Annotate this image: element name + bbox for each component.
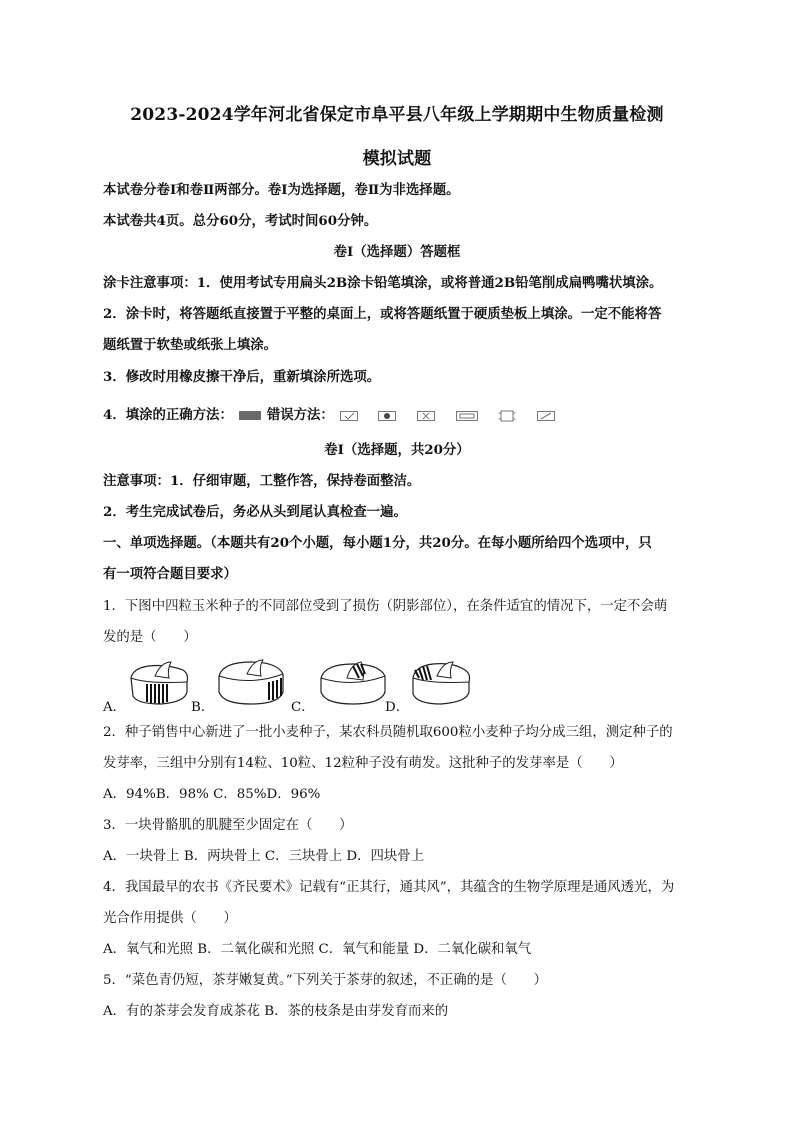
slash-box-icon <box>537 411 555 421</box>
answer-box-heading: 卷Ⅰ（选择题）答题框 <box>333 244 461 260</box>
page-title: 2023-2024学年河北省保定市阜平县八年级上学期期中生物质量检测 <box>130 105 664 125</box>
q4-line-2: 光合作用提供（ ） <box>103 911 237 926</box>
section1-heading: 卷Ⅰ（选择题，共20分） <box>324 442 470 458</box>
q2-line-1: 2．种子销售中心新进了一批小麦种子，某农科员随机取600粒小麦种子均分成三组，测定种子的 <box>103 725 673 740</box>
part-heading-1: 一、单项选择题。（本题共有20个小题，每小题1分，共20分。在每小题所给四个选项中，只 <box>103 535 652 551</box>
q1-line-1: 1．下图中四粒玉米种子的不同部位受到了损伤（阴影部位），在条件适宜的情况下，一定不会萌 <box>103 599 668 614</box>
intro-line-1: 本试卷分卷Ⅰ和卷Ⅱ两部分。卷Ⅰ为选择题，卷Ⅱ为非选择题。 <box>103 182 460 198</box>
q1-option-d: D． <box>385 700 410 715</box>
seed-c-icon <box>317 656 391 708</box>
bracket-box-icon <box>498 410 516 422</box>
intro-line-2: 本试卷共4页。总分60分，考试时间60分钟。 <box>103 213 378 229</box>
q4-options: A．氧气和光照 B．二氧化碳和光照 C．氧气和能量 D．二氧化碳和氧气 <box>103 942 532 957</box>
q3-options: A．一块骨上 B．两块骨上 C．三块骨上 D．四块骨上 <box>103 849 425 864</box>
q5-line: 5．“菜色青仍短，茶芽嫩复黄。”下列关于茶芽的叙述，不正确的是（ ） <box>103 973 548 988</box>
q3-line: 3．一块骨骼肌的肌腱至少固定在（ ） <box>103 818 353 833</box>
check-box-icon <box>340 411 358 421</box>
answer-note-2: 2．涂卡时，将答题纸直接置于平整的桌面上，或将答题纸置于硬质垫板上填涂。一定不能将答 <box>103 306 662 322</box>
dash-box-icon <box>456 411 478 421</box>
q2-options: A．94%B．98% C．85%D．96% <box>103 787 321 802</box>
correct-method-label: 4．填涂的正确方法： <box>103 407 233 423</box>
answer-note-3: 题纸置于软垫或纸张上填涂。 <box>103 337 278 353</box>
dot-box-icon <box>378 411 396 421</box>
wrong-method-label: 错误方法： <box>266 407 334 423</box>
section1-note-1: 注意事项：1．仔细审题，工整作答，保持卷面整洁。 <box>103 473 421 489</box>
seed-a-icon <box>127 656 191 708</box>
answer-note-1: 涂卡注意事项：1．使用考试专用扁头2B涂卡铅笔填涂，或将普通2B铅笔削成扁鸭嘴状填涂。 <box>103 275 663 291</box>
seed-d-icon <box>409 656 473 708</box>
q1-option-c: C． <box>291 700 315 715</box>
page-subtitle: 模拟试题 <box>362 149 432 169</box>
cross-box-icon <box>417 411 435 421</box>
seed-b-icon <box>215 656 289 708</box>
filled-box-icon <box>239 411 261 420</box>
q2-line-2: 发芽率，三组中分别有14粒、10粒、12粒种子没有萌发。这批种子的发芽率是（ ） <box>103 756 623 771</box>
q1-option-b: B． <box>191 700 215 715</box>
fill-method-line <box>103 406 703 425</box>
section1-note-2: 2．考生完成试卷后，务必从头到尾认真检查一遍。 <box>103 504 407 520</box>
q1-line-2: 发的是（ ） <box>103 630 197 645</box>
q1-figure <box>103 652 703 716</box>
wrong-methods <box>340 407 571 425</box>
answer-note-4: 3．修改时用橡皮擦干净后，重新填涂所选项。 <box>103 369 381 385</box>
q1-option-a: A． <box>103 700 127 715</box>
part-heading-2: 有一项符合题目要求） <box>103 566 237 582</box>
q5-options: A．有的茶芽会发育成茶花 B．茶的枝条是由芽发育而来的 <box>103 1004 449 1019</box>
q4-line-1: 4．我国最早的农书《齐民要术》记载有“正其行，通其风”，其蕴含的生物学原理是通风透光，为 <box>103 880 675 895</box>
